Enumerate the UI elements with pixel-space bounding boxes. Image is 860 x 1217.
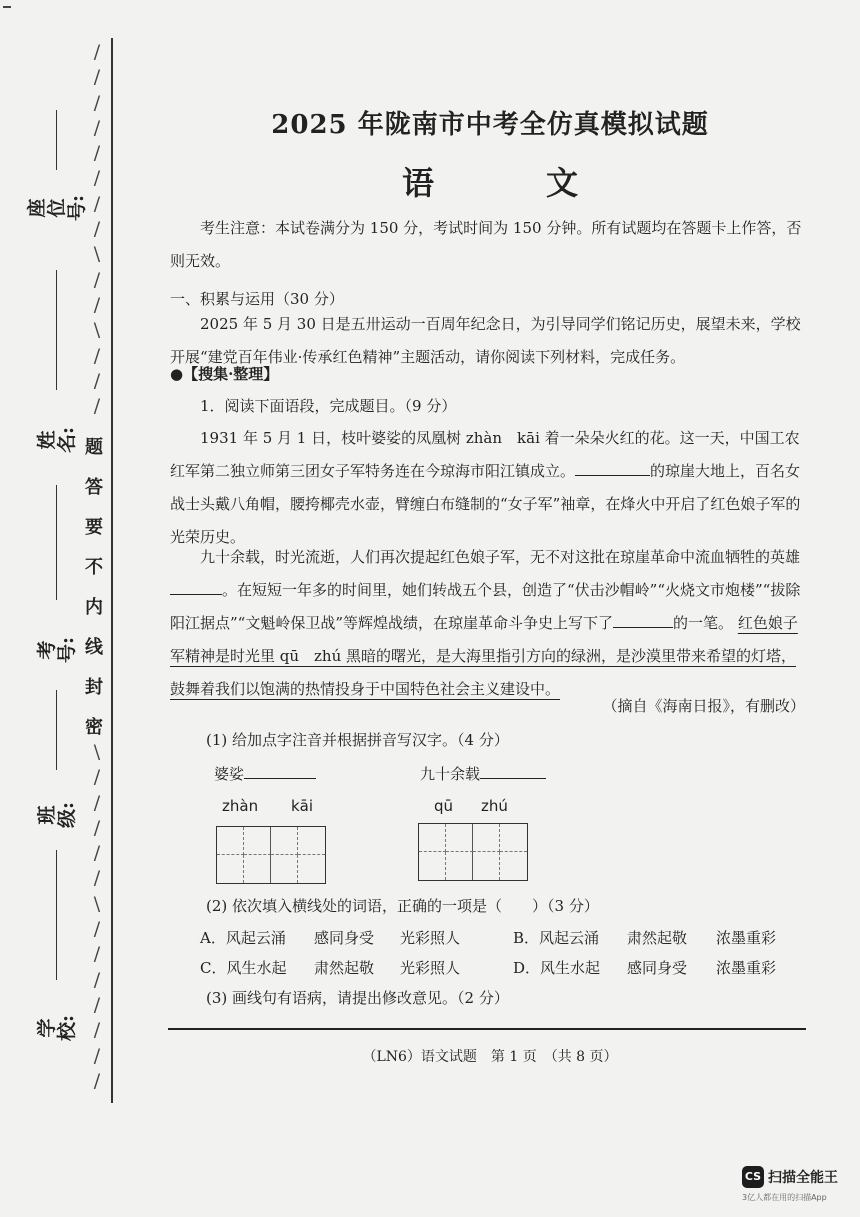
binding-line xyxy=(111,38,113,1103)
option-c-word3: 光彩照人 xyxy=(400,959,461,977)
pinyin-kai: kāi xyxy=(291,797,314,815)
section-heading: 一、积累与运用（30 分） xyxy=(170,290,344,308)
pinyin-zhu: zhú xyxy=(481,797,508,815)
passage-paragraph-2: 九十余载，时光流逝，人们再次提起红色娘子军，无不对这批在琼崖革命中流血牺牲的英雄。在短短一年多的时间里，她们转战五个县，创造了“伏击沙帽岭”“火烧文市炮楼”“拔除阳江据点”“文魁岭保卫战”等辉煌战绩，在琼崖革命斗争史上写下了 的一笔。 红色娘子军精神是时光里 qū zhú 黑暗的曙光，是大海里指引方向的绿洲，是沙漠里带来希望的灯塔，鼓舞着我们以饱满的热情投身于中国特色社会主义建设中。 xyxy=(170,548,801,698)
question-1: 1．阅读下面语段，完成题目。（9 分） xyxy=(200,397,457,415)
source-note: （摘自《海南日报》，有删改） xyxy=(602,697,805,715)
option-d-word3: 浓墨重彩 xyxy=(716,959,777,977)
exam-number-label: 考号: xyxy=(36,637,78,664)
exam-number-field[interactable] xyxy=(56,485,57,600)
option-a-word2: 感同身受 xyxy=(314,929,375,947)
blank-1 xyxy=(575,458,650,476)
pinyin-zhan: zhàn xyxy=(222,797,259,815)
school-field[interactable] xyxy=(56,850,57,980)
class-label: 班级: xyxy=(36,802,78,829)
page-footer: （LN6）语文试题 第 1 页 （共 8 页） xyxy=(362,1049,618,1065)
scanner-app-name: 扫描全能王 xyxy=(768,1170,838,1186)
footer-divider xyxy=(168,1028,806,1030)
option-b[interactable]: B．风起云涌 xyxy=(513,929,600,947)
word-posuo: 婆娑 xyxy=(214,758,364,791)
option-c[interactable]: C．风生水起 xyxy=(200,959,287,977)
writing-grid-zhankai[interactable] xyxy=(216,826,326,884)
subject-title: 语 文 xyxy=(401,164,618,202)
name-field[interactable] xyxy=(56,270,57,390)
exam-title: 2025 年陇南市中考全仿真模拟试题 xyxy=(271,110,709,140)
name-label: 姓名: xyxy=(36,427,78,454)
slash-column-bottom: \ / / / / / \ / / / / / / / xyxy=(93,741,101,1092)
writing-grid-quzhu[interactable] xyxy=(418,823,528,881)
passage-paragraph-1: 1931 年 5 月 1 日，枝叶婆娑的凤凰树 zhàn kāi 着一朵朵火红的花。这一天，中国工农红军第二独立师第三团女子军特务连在今琼海市阳江镇成立。 的琼崖大地上，百名女战士头戴八角帽，腰挎椰壳水壶，臂缠白布缝制的“女子军”袖章，在烽火中开启了红色娘子军的光荣历史。 xyxy=(170,429,801,546)
option-c-word2: 肃然起敬 xyxy=(314,959,375,977)
seat-label: 座位号: xyxy=(26,195,88,222)
sub-question-1: (1) 给加点字注音并根据拼音写汉字。（4 分） xyxy=(206,731,509,749)
section-intro: 2025 年 5 月 30 日是五卅运动一百周年纪念日，为引导同学们铭记历史，展望未来，学校开展“建党百年伟业·传承红色精神”主题活动，请你阅读下列材料，完成任务。 xyxy=(170,315,801,366)
option-b-word3: 浓墨重彩 xyxy=(716,929,777,947)
answer-blank-zai[interactable] xyxy=(480,761,546,779)
option-d[interactable]: D．风生水起 xyxy=(513,959,601,977)
blank-2 xyxy=(170,577,222,595)
underlined-sentence: 红色娘子军精神是时光里 qū zhú 黑暗的曙光，是大海里指引方向的绿洲，是沙漠里带来希望的灯塔，鼓舞着我们以饱满的热情投身于中国特色社会主义建设中。 xyxy=(170,614,798,698)
scanner-tagline: 3亿人都在用的扫描App xyxy=(742,1193,827,1202)
notice-text: 考生注意：本试卷满分为 150 分，考试时间为 150 分钟。所有试题均在答题卡上作答，否则无效。 xyxy=(170,219,802,270)
class-field[interactable] xyxy=(56,690,57,770)
blank-3 xyxy=(613,610,673,628)
task-label: ●【搜集·整理】 xyxy=(170,365,279,383)
corner-mark xyxy=(3,6,11,8)
seal-text-column: 题 答 要 不 内 线 封 密 xyxy=(85,437,103,738)
word-jiushiyuzai: 九十余载 xyxy=(420,758,620,791)
sub-question-3: (3) 画线句有语病，请提出修改意见。（2 分） xyxy=(206,989,509,1007)
option-b-word2: 肃然起敬 xyxy=(627,929,688,947)
slash-column-top: / / / / / / / / \ / / \ / / / xyxy=(93,41,101,418)
seat-field[interactable] xyxy=(56,110,57,170)
option-a[interactable]: A．风起云涌 xyxy=(200,929,286,947)
scanner-logo-icon: CS xyxy=(742,1166,764,1188)
pinyin-qu: qū xyxy=(434,797,454,815)
sub-question-2: (2) 依次填入横线处的词语，正确的一项是（ ）（3 分） xyxy=(206,897,599,915)
option-d-word2: 感同身受 xyxy=(627,959,688,977)
school-label: 学校: xyxy=(36,1015,78,1042)
option-a-word3: 光彩照人 xyxy=(400,929,461,947)
answer-blank-posuo[interactable] xyxy=(244,761,316,779)
